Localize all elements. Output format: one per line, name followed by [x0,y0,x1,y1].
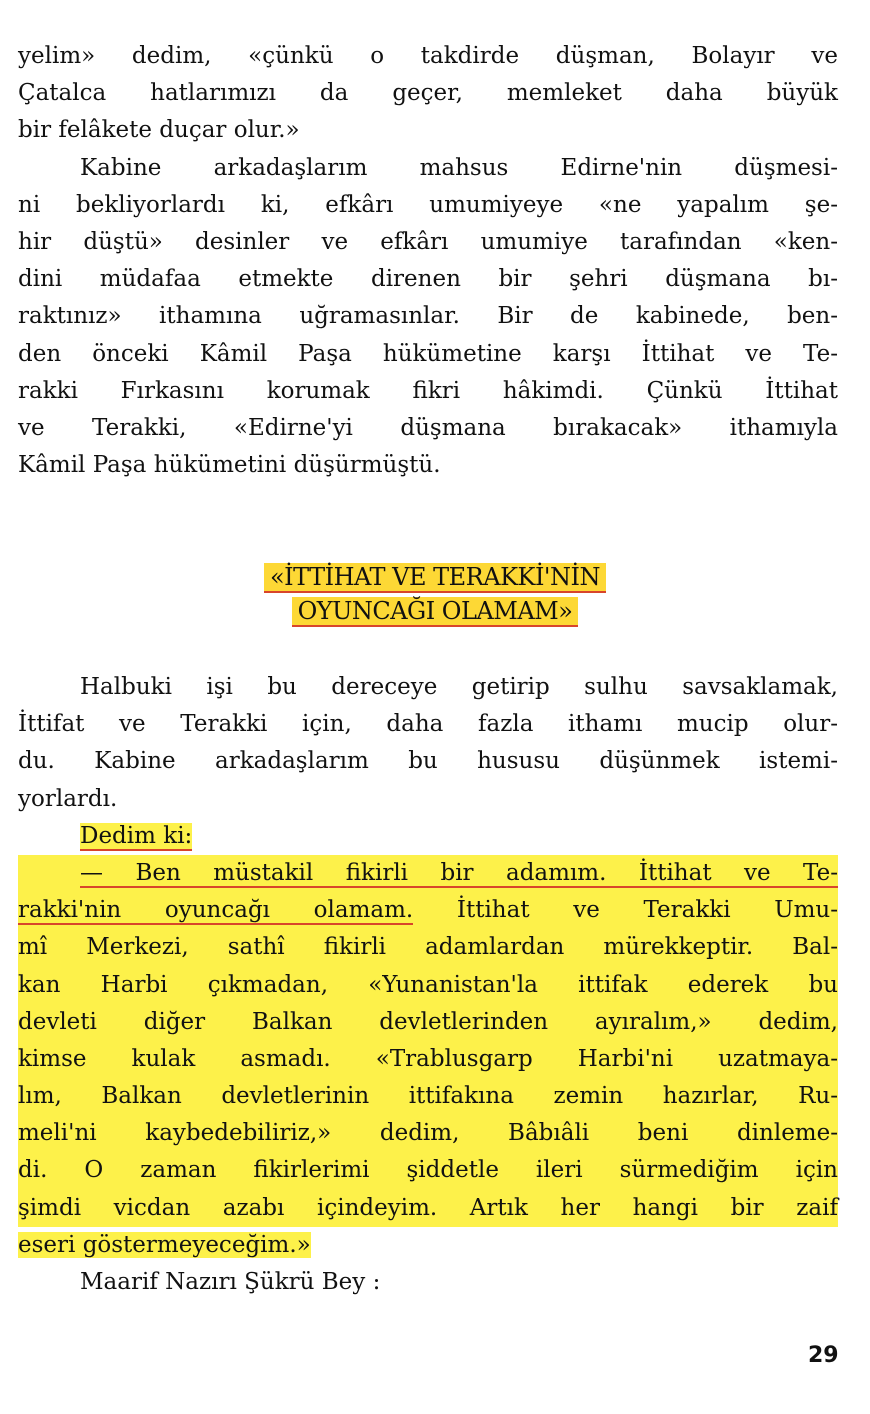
text-line [18,1004,838,1041]
text-segment: kimse kulak asmadı. «Trablusgarp Harbi'ni uzatmaya- [18,1045,838,1072]
text-line [18,373,838,410]
paragraph-2 [18,669,838,1301]
text-line [18,967,838,1004]
text-line [18,224,838,261]
heading-line-2: OYUNCAĞI OLAMAM» [292,597,579,627]
text-segment: Çatalca hatlarımızı da geçer, memleket daha büyük [18,80,838,107]
text-line [18,706,838,743]
text-line [18,929,838,966]
text-line [18,1078,838,1115]
text-segment: meli'ni kaybedebiliriz,» dedim, Bâbıâli beni dinleme- [18,1120,838,1147]
text-segment: Maarif Nazırı Şükrü Bey : [80,1269,381,1295]
text-line [18,447,838,484]
text-segment: yelim» dedim, «çünkü o takdirde düşman, Bolayır ve [18,43,838,69]
text-line [18,336,838,373]
paragraph-1 [18,38,838,484]
text-segment: den önceki Kâmil Paşa hükümetine karşı İttihat ve Te- [18,340,838,367]
text-segment: hir düştü» desinler ve efkârı umumiye tarafından «ken- [18,228,838,255]
text-line [18,261,838,298]
text-segment: İttifat ve Terakki için, daha fazla ithamı mucip olur- [18,711,838,738]
text-line [18,743,838,780]
page-number: 29 [808,1343,839,1368]
text-segment: bir felâkete duçar olur.» [18,117,300,144]
text-line [18,669,838,706]
underlined-text: Dedim ki: [80,822,193,849]
text-line [18,781,838,818]
section-heading [0,560,870,628]
text-segment: şimdi vicdan azabı içindeyim. Artık her hangi bir zaif [18,1194,838,1221]
text-line [18,855,838,892]
text-segment: ni bekliyorlardı ki, efkârı umumiyeye «ne yapalım şe- [18,191,838,218]
text-line [18,892,838,929]
text-segment: di. O zaman fikirlerimi şiddetle ileri sürmediğim için [18,1157,838,1184]
highlight [80,823,192,849]
highlight [18,1232,311,1258]
text-segment: devleti diğer Balkan devletlerinden ayıralım,» dedim, [18,1008,838,1035]
text-segment: rakki Fırkasını korumak fikri hâkimdi. Çünkü İttihat [18,377,838,404]
text-line [18,1041,838,1078]
text-line [18,410,838,447]
text-line [18,187,838,224]
text-segment: kan Harbi çıkmadan, «Yunanistan'la ittifak ederek bu [18,971,838,998]
text-line [18,1227,838,1264]
text-segment: eseri göstermeyeceğim.» [18,1231,311,1258]
text-segment: Kâmil Paşa hükümetini düşürmüştü. [18,452,441,479]
text-line [18,112,838,149]
text-line [18,75,838,112]
text-segment: du. Kabine arkadaşlarım bu hususu düşünmek istemi- [18,748,838,775]
text-line [18,298,838,335]
text-line [18,818,838,855]
text-line [18,1190,838,1227]
text-segment: yorlardı. [18,785,118,812]
text-segment: raktınız» ithamına uğramasınlar. Bir de kabinede, ben- [18,303,838,330]
text-line [18,150,838,187]
text-segment: mî Merkezi, sathî fikirli adamlardan mürekkeptir. Bal- [18,934,838,961]
text-line [18,1152,838,1189]
text-segment: lım, Balkan devletlerinin ittifakına zemin hazırlar, Ru- [18,1083,838,1110]
text-segment: Kabine arkadaşlarım mahsus Edirne'nin düşmesi- [80,154,838,181]
text-line [18,1264,838,1301]
text-segment: Halbuki işi bu dereceye getirip sulhu savsaklamak, [80,674,838,700]
text-segment: ve Terakki, «Edirne'yi düşmana bırakacak» ithamıyla [18,414,838,441]
text-segment: dini müdafaa etmekte direnen bir şehri düşmana bı- [18,266,838,293]
underlined-text: — Ben müstakil fikirli bir adamım. İttihat ve Te- [80,859,838,886]
text-line [18,1115,838,1152]
heading-line-1: «İTTİHAT VE TERAKKİ'NİN [264,563,606,593]
underlined-text: rakki'nin oyuncağı olamam. [18,897,414,924]
text-line [18,38,838,75]
text-segment: İttihat ve Terakki Umu- [413,897,838,924]
